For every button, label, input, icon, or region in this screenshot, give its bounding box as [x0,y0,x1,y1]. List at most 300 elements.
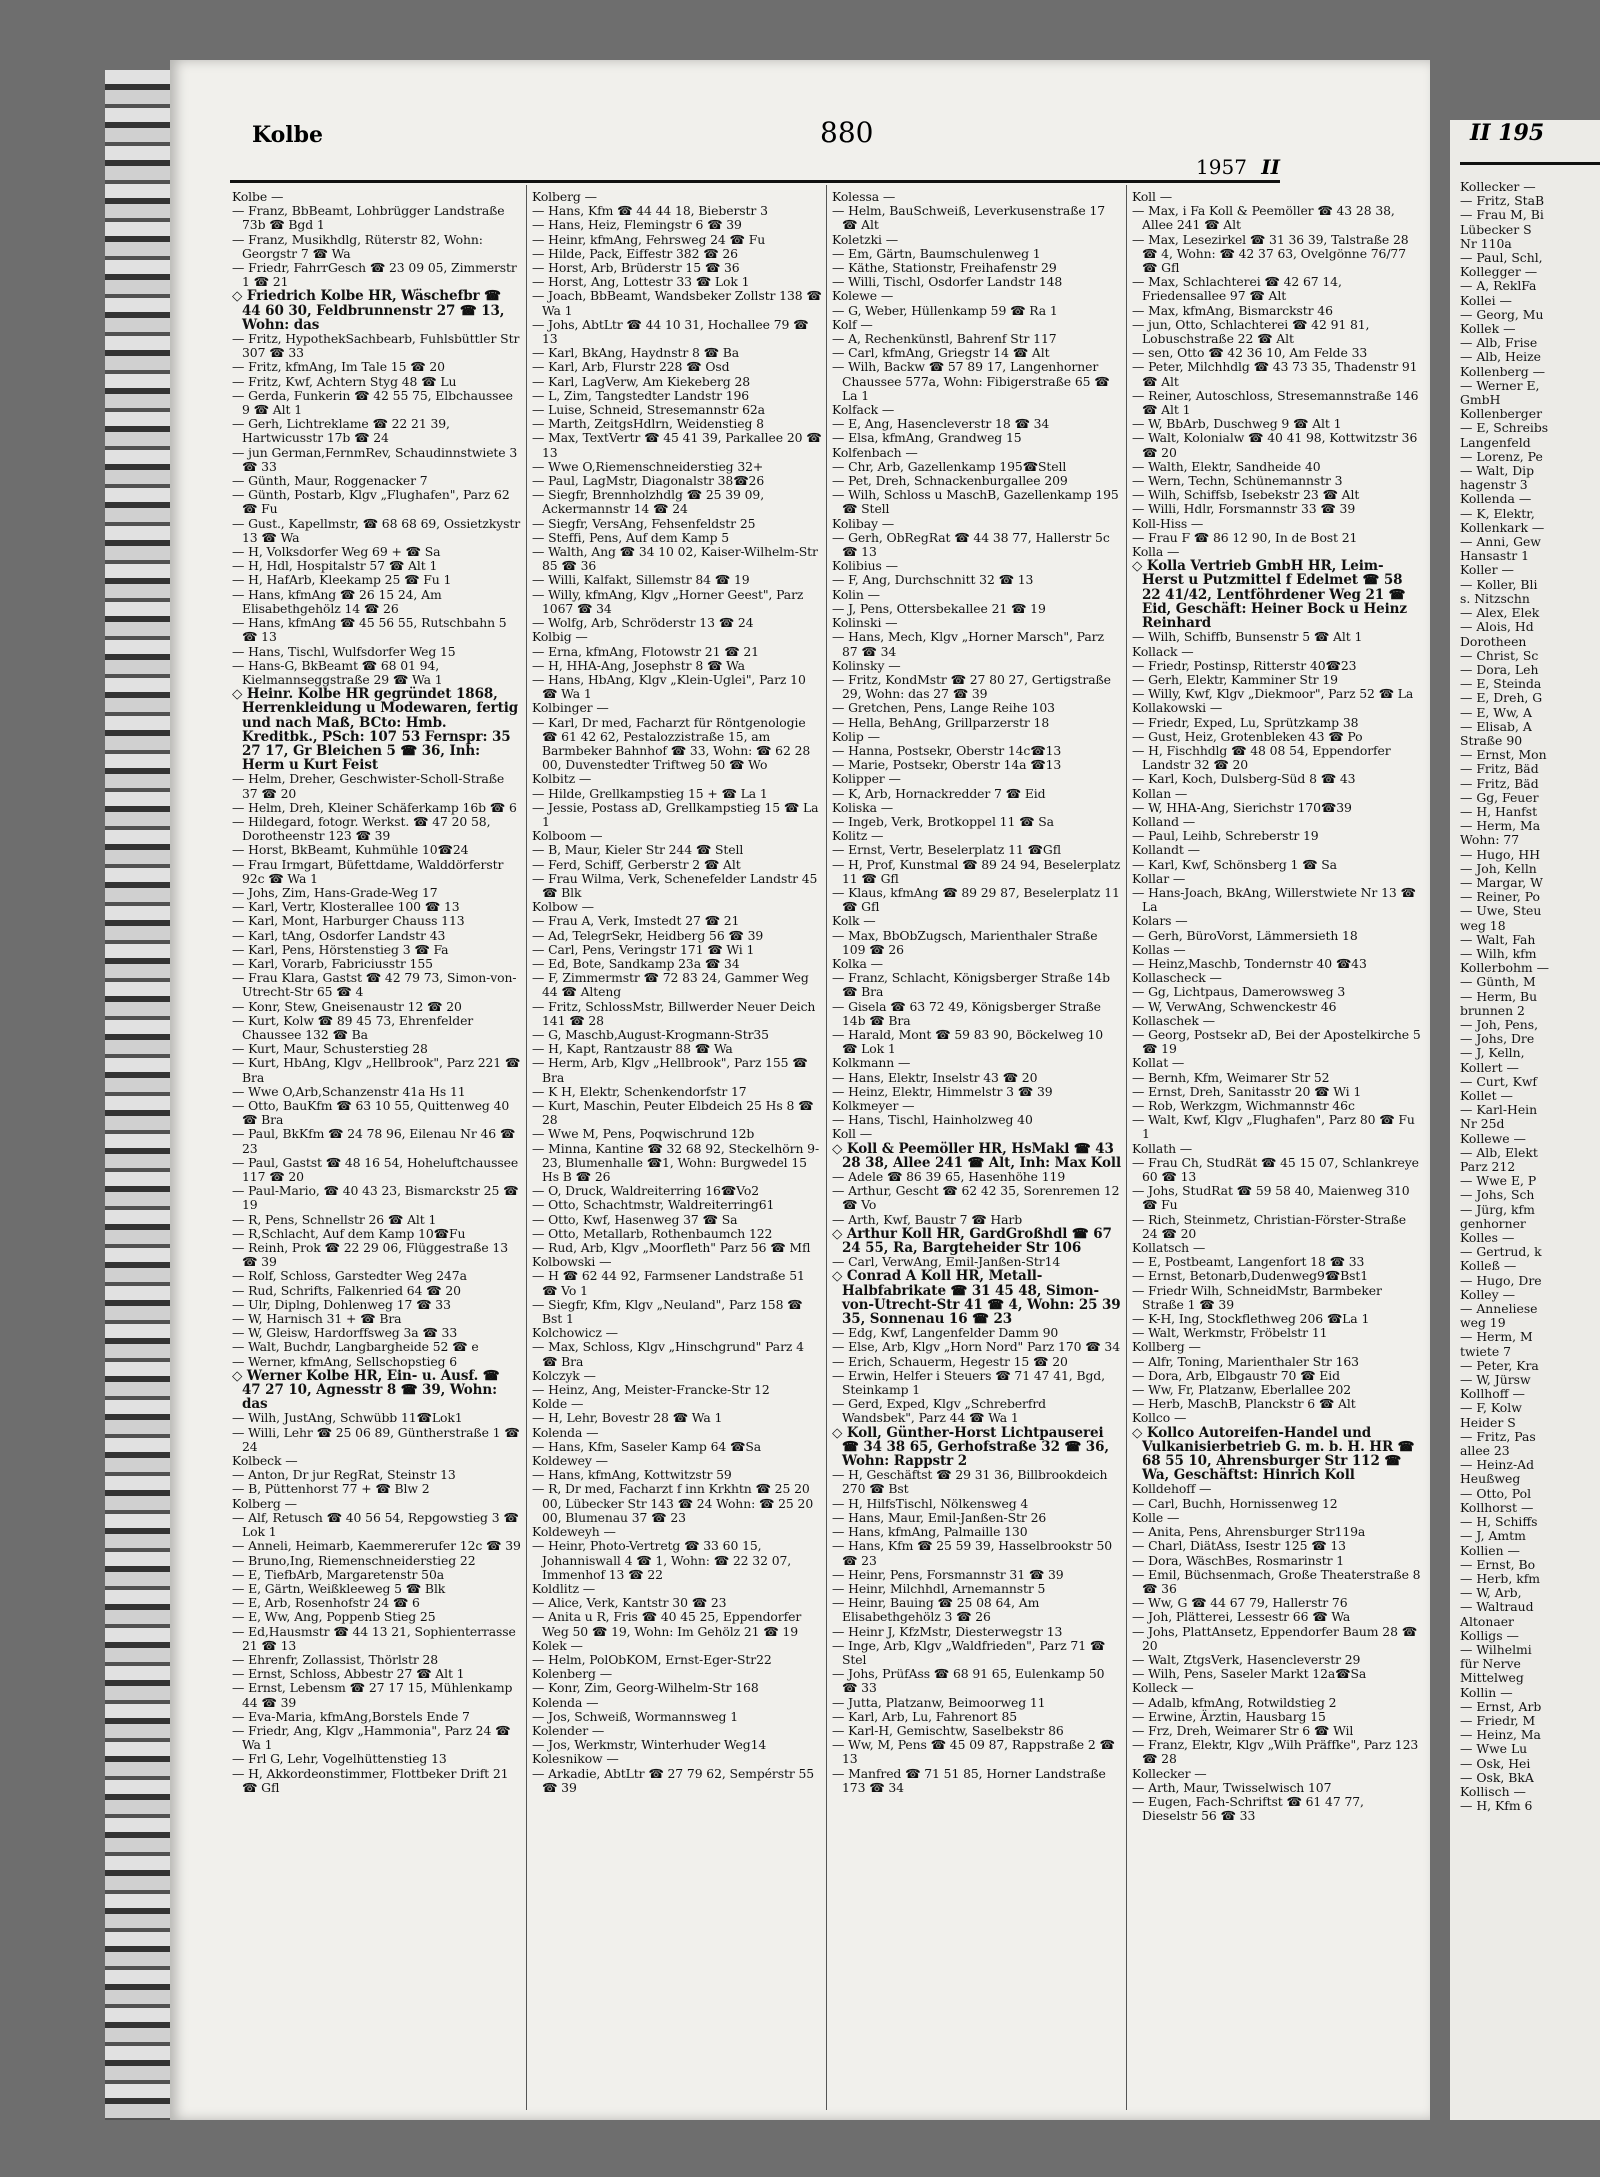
directory-entry: — Heinz,Maschb, Tondernstr 40 ☎43 [1132,955,1367,971]
directory-entry: — Hilde, Grellkampstieg 15 + ☎ La 1 [532,785,768,801]
directory-entry: — Ad, TelegrSekr, Heidberg 56 ☎ 39 [532,927,764,943]
adjacent-entry: — Uwe, Steu [1460,903,1542,919]
directory-entry: — Helm, BauSchweiß, Leverkusenstraße 17 ☎ Alt [832,203,1106,233]
adjacent-entry: Kolleß — [1460,1258,1517,1274]
directory-entry: — Friedr, FahrrGesch ☎ 23 09 05, Zimmerstr 1 ☎ 21 [232,260,517,290]
directory-entry: — Gerda, Funkerin ☎ 42 55 75, Elbchaussee 9 ☎ Alt 1 [232,387,513,418]
directory-entry: Kolbow — [532,899,594,915]
adjacent-entry: — Hugo, Dre [1460,1272,1542,1288]
directory-entry: — Johs, PrüfAss ☎ 68 91 65, Eulenkamp 50 ☎ 33 [832,1666,1105,1696]
directory-entry: — Inge, Arb, Klgv „Waldfrieden", Parz 71 ☎ Stel [832,1637,1106,1667]
directory-entry: — R,Schlacht, Auf dem Kamp 10☎Fu [232,1225,466,1241]
directory-entry: — O, Druck, Waldreiterring 16☎Vo2 [532,1183,759,1199]
directory-entry: — Gisela ☎ 63 72 49, Königsberger Straße 14b ☎ Bra [832,998,1101,1028]
directory-entry: Kolars — [1132,913,1188,929]
adjacent-entry: Kollhoff — [1460,1386,1525,1402]
directory-entry: — Siegfr, VersAng, Fehsenfeldstr 25 [532,515,756,531]
directory-entry: ◇ Werner Kolbe HR, Ein- u. Ausf. ☎ 47 27 10, Agnesstr 8 ☎ 39, Wohn: das [232,1367,500,1413]
directory-entry: Kolkmeyer — [832,1098,915,1113]
directory-entry: — W, VerwAng, Schwenckestr 46 [1132,998,1337,1014]
directory-entry: — Hans, Kfm ☎ 25 59 39, Hasselbrookstr 50 ☎ 23 [832,1538,1113,1568]
directory-entry: — Rob, Werkzgm, Wichmannstr 46c [1132,1098,1355,1113]
adjacent-entry: Kollewe — [1460,1130,1526,1146]
adjacent-entry: — Frau M, Bi [1460,207,1544,223]
year-label: 1957 [1196,155,1247,179]
adjacent-entry: — Ernst, Mon [1460,747,1547,763]
directory-entry: — E, Ww, Ang, Poppenb Stieg 25 [232,1609,436,1625]
adjacent-entry: GmbH [1460,392,1501,408]
directory-entry: — Horst, Arb, Brüderstr 15 ☎ 36 [532,260,740,276]
adjacent-entry: — Osk, Hei [1460,1755,1531,1771]
directory-entry: — Paul, BkKfm ☎ 24 78 96, Eilenau Nr 46 ☎ 23 [232,1126,516,1156]
directory-entry: — Anneli, Heimarb, Kaemmererufer 12c ☎ 39 [232,1538,521,1554]
directory-entry: — Hans, HbAng, Klgv „Klein-Uglei", Parz 10 ☎ Wa 1 [532,671,806,702]
directory-entry: — Karl, Arb, Lu, Fahrenort 85 [832,1708,1018,1724]
directory-entry: — Walt, Buchdr, Langbargheide 52 ☎ e [232,1339,479,1355]
directory-entry: — H, Hdl, Hospitalstr 57 ☎ Alt 1 [232,558,438,574]
directory-entry: — Wern, Techn, Schünemannstr 3 [1132,473,1343,489]
directory-entry: — E, Ang, Hasencleverstr 18 ☎ 34 [832,416,1050,432]
directory-entry: — Heinr, Bauing ☎ 25 08 64, Am Elisabethgehölz 3 ☎ 26 [832,1595,1040,1625]
adjacent-entry: — Alois, Hd [1460,619,1534,635]
adjacent-page [1450,120,1600,2120]
directory-entry: — Karl, tAng, Osdorfer Landstr 43 [232,927,446,943]
directory-entry: — Pet, Dreh, Schnackenburgallee 209 [832,473,1068,489]
directory-entry: — Otto, Kwf, Hasenweg 37 ☎ Sa [532,1211,738,1227]
directory-entry: Kolewe — [832,288,894,304]
adjacent-entry: — Fritz, Bäd [1460,775,1539,791]
directory-entry: — Ed, Bote, Sandkamp 23a ☎ 34 [532,955,740,971]
directory-entry: Kollaschek — [1132,1012,1215,1028]
directory-entry: — Hilde, Pack, Eiffestr 382 ☎ 26 [532,245,738,261]
directory-entry: — Chr, Arb, Gazellenkamp 195☎Stell [832,458,1067,474]
adjacent-entry: — Alb, Frise [1460,335,1538,351]
directory-entry: ◇ Koll & Peemöller HR, HsMakl ☎ 43 28 38, Allee 241 ☎ Alt, Inh: Max Koll [832,1140,1121,1171]
directory-entry: — Jessie, Postass aD, Grellkampstieg 15 ☎ La 1 [532,799,819,829]
directory-entry: — Kurt, Kolw ☎ 89 45 73, Ehrenfelder Chaussee 132 ☎ Ba [232,1012,474,1042]
directory-entry: — Karl, Dr med, Facharzt für Röntgenologie ☎ 61 42 62, Pestalozzistraße 15, am Barmbeker Bahnhof ☎ 33, Wohn: ☎ 62 28 00, Duvenstedter Triftweg 50 ☎ Wo [532,714,811,773]
adjacent-entry: — Elisab, A [1460,718,1532,734]
directory-entry: Koll-Hiss — [1132,515,1204,531]
directory-entry: — Otto, Schachtmstr, Waldreiterring61 [532,1197,775,1213]
directory-entry: Kolle — [1132,1509,1180,1525]
directory-entry: Kollath — [1132,1140,1193,1156]
directory-entry: — Hanna, Postsekr, Oberstr 14c☎13 [832,742,1062,758]
directory-entry: — Dora, WäschBes, Rosmarinstr 1 [1132,1552,1345,1568]
directory-entry: — H, HHA-Ang, Josephstr 8 ☎ Wa [532,657,745,673]
directory-entry: Kolibay — [832,515,895,531]
adjacent-entry: — Gg, Feuer [1460,789,1539,805]
adjacent-entry: — Wwe E, P [1460,1173,1537,1189]
adjacent-entry: Mittelweg [1460,1670,1524,1686]
directory-entry: — Hildegard, fotogr. Werkst. ☎ 47 20 58, Dorotheenstr 123 ☎ 39 [232,813,491,844]
adjacent-entry: — Anni, Gew [1460,534,1541,550]
directory-entry: — Siegfr, Brennholzhdlg ☎ 25 39 09, Ackermannstr 14 ☎ 24 [532,487,765,517]
directory-entry: — H, Akkordeonstimmer, Flottbeker Drift 21 ☎ Gfl [232,1765,509,1795]
directory-entry: — Alfr, Toning, Marienthaler Str 163 [1132,1353,1359,1369]
adjacent-entry: — Fritz, Pas [1460,1428,1536,1444]
directory-entry: ◇ Friedrich Kolbe HR, Wäschefbr ☎ 44 60 30, Feldbrunnenstr 27 ☎ 13, Wohn: das [232,288,505,333]
directory-entry: — Ernst, Betonarb,Dudenweg9☎Bst1 [1132,1268,1369,1284]
directory-entry: — K H, Elektr, Schenkendorfstr 17 [532,1083,747,1099]
directory-entry: — H, Volksdorfer Weg 69 + ☎ Sa [232,544,441,560]
directory-entry: — Gust., Kapellmstr, ☎ 68 68 69, Ossietzkystr 13 ☎ Wa [232,515,521,545]
directory-entry: Kollecker — [1132,1765,1207,1781]
directory-entry: Kolenberg — [532,1666,613,1682]
directory-entry: — Anita, Pens, Ahrensburger Str119a [1132,1524,1366,1540]
adjacent-entry: — Günth, M [1460,974,1536,990]
directory-entry: — Hans-G, BkBeamt ☎ 68 01 94, Kielmannseggstraße 29 ☎ Wa 1 [232,657,443,687]
adjacent-entry: — Reiner, Po [1460,889,1540,905]
adjacent-entry: — E, Schreibs [1460,420,1549,436]
directory-entry: — Gretchen, Pens, Lange Reihe 103 [832,700,1055,716]
adjacent-entry: Parz 212 [1460,1159,1516,1175]
directory-entry: — Klaus, kfmAng ☎ 89 29 87, Beselerplatz 11 ☎ Gfl [832,884,1120,915]
directory-entry: Kolek — [532,1637,583,1653]
directory-entry: — Karl, LagVerw, Am Kiekeberg 28 [532,373,751,389]
adjacent-entry: Kollei — [1460,292,1512,308]
adjacent-entry: — J, Amtm [1460,1528,1526,1544]
directory-entry: Kollandt — [1132,842,1200,858]
adjacent-entry: — K, Elektr, [1460,505,1535,521]
directory-entry: — Joh, Plätterei, Lessestr 66 ☎ Wa [1132,1609,1351,1625]
adjacent-entry: hagenstr 3 [1460,477,1528,493]
directory-entry: — Ernst, Vertr, Beselerplatz 11 ☎Gfl [832,842,1062,858]
directory-entry: — Hans, Kfm ☎ 44 44 18, Bieberstr 3 [532,203,768,219]
directory-entry: — Wilh, Schiffb, Bunsenstr 5 ☎ Alt 1 [1132,629,1363,645]
directory-entry: — Max, Schloss, Klgv „Hinschgrund" Parz 4 ☎ Bra [532,1339,804,1369]
directory-entry: — Wilh, Schloss u MaschB, Gazellenkamp 195 ☎ Stell [832,487,1119,517]
page-number: 880 [820,116,874,149]
adjacent-entry: Kollisch — [1460,1783,1526,1799]
adjacent-entry: — Joh, Pens, [1460,1016,1539,1032]
directory-entry: — H, Geschäftst ☎ 29 31 36, Billbrookdeich 270 ☎ Bst [832,1467,1108,1497]
directory-entry: — F, Ang, Durchschnitt 32 ☎ 13 [832,572,1034,588]
directory-entry: — Jos, Werkmstr, Winterhuder Weg14 [532,1737,767,1753]
directory-entry: — Ernst, Lebensm ☎ 27 17 15, Mühlenkamp 44 ☎ 39 [232,1680,513,1710]
directory-entry: — B, Maur, Kieler Str 244 ☎ Stell [532,842,744,858]
adjacent-entry: — Anneliese [1460,1301,1538,1317]
directory-entry: — Franz, Schlacht, Königsberger Straße 14b ☎ Bra [832,970,1110,1000]
adjacent-entry: — Werner E, [1460,377,1540,393]
directory-entry: — Eva-Maria, kfmAng,Borstels Ende 7 [232,1708,470,1724]
directory-entry: Koldeweyh — [532,1524,616,1540]
directory-entry: Kolland — [1132,813,1196,829]
directory-entry: Kolender — [532,1722,605,1738]
directory-entry: Koletzki — [832,231,898,247]
directory-entry: — H, Prof, Kunstmal ☎ 89 24 94, Beselerplatz 11 ☎ Gfl [832,856,1121,886]
directory-entry: Kollascheck — [1132,970,1222,986]
directory-entry: — H, HilfsTischl, Nölkensweg 4 [832,1495,1029,1511]
directory-entry: Kolbig — [532,629,588,645]
directory-entry: — Reinh, Prok ☎ 22 29 06, Flüggestraße 13 ☎ 39 [232,1240,508,1270]
adjacent-entry: — Otto, Pol [1460,1485,1532,1501]
adjacent-entry: — Koller, Bli [1460,576,1538,592]
directory-entry: — Gerh, Elektr, Kamminer Str 19 [1132,671,1338,687]
directory-entry: — Carl, Pens, Veringstr 171 ☎ Wi 1 [532,941,755,957]
directory-entry: — G, Maschb,August-Krogmann-Str35 [532,1026,769,1042]
directory-entry: — Ehrenfr, Zollassist, Thörlstr 28 [232,1651,439,1667]
directory-entry: — Max, Lesezirkel ☎ 31 36 39, Talstraße 28 ☎ 4, Wohn: ☎ 42 37 63, Ovelgönne 76/77 ☎ Gfl [1132,231,1409,276]
directory-entry: — Ernst, Dreh, Sanitasstr 20 ☎ Wi 1 [1132,1083,1362,1099]
directory-entry: — Rud, Arb, Klgv „Moorfleth" Parz 56 ☎ Mfl [532,1240,811,1256]
directory-entry: — Edg, Kwf, Langenfelder Damm 90 [832,1325,1059,1341]
directory-entry: — Adalb, kfmAng, Rotwildstieg 2 [1132,1694,1337,1710]
adjacent-entry: weg 19 [1460,1315,1506,1331]
adjacent-entry: — A, ReklFa [1460,278,1537,294]
adjacent-entry: Kollien — [1460,1542,1520,1558]
directory-entry: — Dora, Arb, Elbgaustr 70 ☎ Eid [1132,1367,1340,1383]
directory-entry: — Karl, Mont, Harburger Chauss 113 [232,913,465,929]
adjacent-entry: Kolligs — [1460,1627,1519,1643]
directory-entry: — Hans-Joach, BkAng, Willerstwiete Nr 13 ☎ La [1132,884,1416,915]
adjacent-entry: Kollenda — [1460,491,1532,507]
directory-entry: ◇ Koll, Günther-Horst Lichtpauserei ☎ 34 38 65, Gerhofstraße 32 ☎ 36, Wohn: Rappstr 2 [832,1424,1109,1470]
directory-entry: — Hans, Tischl, Wulfsdorfer Weg 15 [232,643,456,659]
directory-entry: — Alf, Retusch ☎ 40 56 54, Repgowstieg 3 ☎ Lok 1 [232,1509,519,1540]
directory-entry: — Eugen, Fach-Schriftst ☎ 61 47 77, Dieselstr 56 ☎ 33 [1132,1793,1364,1824]
directory-entry: — Frau F ☎ 86 12 90, In de Bost 21 [1132,529,1358,545]
directory-entry: — Horst, Ang, Lottestr 33 ☎ Lok 1 [532,274,750,290]
directory-entry: — K, Arb, Hornackredder 7 ☎ Eid [832,785,1046,801]
directory-entry: — G, Weber, Hüllenkamp 59 ☎ Ra 1 [832,302,1058,318]
column-divider [1126,185,1127,2110]
directory-entry: Kolibius — [832,558,898,574]
directory-entry: — Karl, Koch, Dulsberg-Süd 8 ☎ 43 [1132,771,1356,787]
directory-entry: — Heinz, Elektr, Himmelstr 3 ☎ 39 [832,1083,1053,1099]
directory-entry: — Jutta, Platzanw, Beimoorweg 11 [832,1694,1046,1710]
adjacent-entry: — Alb, Elekt [1460,1144,1538,1160]
directory-entry: — Rud, Schrifts, Falkenried 64 ☎ 20 [232,1282,461,1298]
directory-entry: — Steffi, Pens, Auf dem Kamp 5 [532,529,730,545]
directory-entry: Kolessa — [832,190,896,204]
directory-entry: — Friedr, Ang, Klgv „Hammonia", Parz 24 ☎ Wa 1 [232,1722,511,1753]
directory-entry: — Ww, Fr, Platzanw, Eberlallee 202 [1132,1382,1352,1398]
directory-entry: — Gerh, Lichtreklame ☎ 22 21 39, Hartwicusstr 17b ☎ 24 [232,416,450,446]
directory-entry: — H, Fischhdlg ☎ 48 08 54, Eppendorfer Landstr 32 ☎ 20 [1132,742,1391,773]
adjacent-entry: — E, Steinda [1460,676,1542,692]
directory-entry: — Hans, kfmAng, Palmaille 130 [832,1524,1028,1540]
directory-entry: Kollat — [1132,1055,1185,1071]
directory-entry: — Hans, Mech, Klgv „Horner Marsch", Parz 87 ☎ 34 [832,629,1104,659]
directory-entry: Kollakowski — [1132,700,1223,716]
directory-entry: — Hans, Maur, Emil-Janßen-Str 26 [832,1509,1047,1525]
directory-entry: — Karl, Vorarb, Fabriciusstr 155 [232,955,433,971]
adjacent-entry: Heider S [1460,1414,1516,1430]
directory-entry: — Walt, Kolonialw ☎ 40 41 98, Kottwitzstr 36 ☎ 20 [1132,430,1418,460]
directory-entry: — B, Püttenhorst 77 + ☎ Blw 2 [232,1481,430,1497]
directory-entry: — Adele ☎ 86 39 65, Hasenhöhe 119 [832,1169,1066,1185]
directory-entry: — Rolf, Schloss, Garstedter Weg 247a [232,1268,467,1284]
directory-entry: — Ww, M, Pens ☎ 45 09 87, Rappstraße 2 ☎ 13 [832,1737,1115,1767]
directory-entry: Kollatsch — [1132,1240,1206,1256]
directory-entry: — Willi, Hdlr, Forsmannstr 33 ☎ 39 [1132,501,1356,517]
directory-entry: — Hans, Elektr, Inselstr 43 ☎ 20 [832,1069,1038,1085]
adjacent-entry: — Curt, Kwf [1460,1073,1538,1089]
adjacent-entry: Altonaer [1460,1613,1514,1629]
directory-entry: — Konr, Stew, Gneisenaustr 12 ☎ 20 [232,998,462,1014]
adjacent-page-column [1460,180,1600,1813]
directory-entry: — Walt, ZtgsVerk, Hasencleverstr 29 [1132,1651,1361,1667]
directory-entry: — Frau A, Verk, Imstedt 27 ☎ 21 [532,913,740,929]
adjacent-entry: — Herb, kfm [1460,1570,1541,1586]
adjacent-entry: weg 18 [1460,917,1506,933]
directory-entry: — Hans, kfmAng ☎ 26 15 24, Am Elisabethgehölz 14 ☎ 26 [232,586,442,616]
adjacent-entry: allee 23 [1460,1443,1510,1459]
directory-entry: Kolin — [832,586,880,602]
directory-entry: — Friedr, Postinsp, Ritterstr 40☎23 [1132,657,1357,673]
directory-entry: — Gerd, Exped, Klgv „Schreberfrd Wandsbek", Parz 44 ☎ Wa 1 [832,1396,1046,1426]
running-head-surname: Kolbe [252,122,324,148]
directory-entry: — Fritz, Kwf, Achtern Styg 48 ☎ Lu [232,373,457,389]
directory-entry: — Karl, Kwf, Schönsberg 1 ☎ Sa [1132,856,1337,872]
directory-entry: — W, Gleisw, Hardorffsweg 3a ☎ 33 [232,1325,458,1341]
directory-entry: — Paul, Gastst ☎ 48 16 54, Hoheluftchaussee 117 ☎ 20 [232,1154,519,1185]
directory-entry: — Carl, VerwAng, Emil-Janßen-Str14 [832,1254,1061,1270]
adjacent-entry: — Friedr, M [1460,1712,1536,1728]
directory-entry: — Wwe O,Arb,Schanzenstr 41a Hs 11 [232,1083,466,1099]
directory-entry: — Anita u R, Fris ☎ 40 45 25, Eppendorfer Weg 50 ☎ 19, Wohn: Im Gehölz 21 ☎ 19 [532,1609,802,1639]
adjacent-entry: — Georg, Mu [1460,306,1544,322]
directory-column-4 [1132,190,1422,2115]
directory-entry: — Wilh, Pens, Saseler Markt 12a☎Sa [1132,1666,1367,1682]
directory-entry: — Carl, Buchh, Hornissenweg 12 [1132,1495,1338,1511]
adjacent-entry: — Herm, Ma [1460,818,1541,834]
directory-entry: — Ingeb, Verk, Brotkoppel 11 ☎ Sa [832,813,1054,829]
directory-entry: Kolczyk — [532,1367,596,1383]
directory-entry: — Karl, Arb, Flurstr 228 ☎ Osd [532,359,730,375]
directory-page [170,60,1430,2120]
directory-entry: — Frau Wilma, Verk, Schenefelder Landstr 45 ☎ Blk [532,870,818,900]
directory-entry: — Heinz, Ang, Meister-Francke-Str 12 [532,1382,770,1398]
adjacent-entry: — Wilhelmi [1460,1641,1532,1657]
adjacent-entry: Lübecker S [1460,221,1532,237]
adjacent-page-header: II 195 [1470,120,1545,146]
adjacent-entry: — Johs, Dre [1460,1031,1535,1047]
adjacent-entry: — Heinz-Ad [1460,1457,1535,1473]
directory-entry: — Max, BbObZugsch, Marienthaler Straße 109 ☎ 26 [832,927,1098,957]
directory-entry: — Hans, kfmAng ☎ 45 56 55, Rutschbahn 5 ☎ 13 [232,615,507,645]
directory-entry: — Franz, Elektr, Klgv „Wilh Präffke", Parz 123 ☎ 28 [1132,1737,1419,1767]
directory-entry: — Johs, AbtLtr ☎ 44 10 31, Hochallee 79 ☎ 13 [532,316,809,347]
adjacent-entry: Kollek — [1460,321,1516,337]
directory-entry: Kolde — [532,1396,584,1412]
column-divider [526,185,527,2110]
directory-entry: — Wilh, Backw ☎ 57 89 17, Langenhorner Chaussee 577a, Wohn: Fibigerstraße 65 ☎ La 1 [832,359,1110,403]
directory-entry: Kolboom — [532,828,603,844]
directory-entry: — Otto, Metallarb, Rothenbaumch 122 [532,1225,773,1241]
directory-entry: ◇ Kollco Autoreifen-Handel und Vulkanisierbetrieb G. m. b. H. HR ☎ 68 55 10, Ahrensburger Str 112 ☎ Wa, Geschäftst: Hinrich Koll [1132,1424,1415,1484]
directory-entry: — Heinr, kfmAng, Fehrsweg 24 ☎ Fu [532,231,766,247]
directory-entry: — Max, TextVertr ☎ 45 41 39, Parkallee 20 ☎ 13 [532,430,822,460]
directory-entry: — Hans, Kfm, Saseler Kamp 64 ☎Sa [532,1438,762,1454]
adjacent-entry: genhorner [1460,1215,1526,1231]
directory-entry: — Fritz, KondMstr ☎ 27 80 27, Gertigstraße 29, Wohn: das 27 ☎ 39 [832,671,1111,702]
directory-entry: — Franz, Musikhdlg, Rüterstr 82, Wohn: Georgstr 7 ☎ Wa [232,231,483,261]
directory-entry: — Ww, G ☎ 44 67 79, Hallerstr 76 [1132,1595,1348,1611]
directory-entry: — Konr, Zim, Georg-Wilhelm-Str 168 [532,1680,759,1696]
directory-entry: — Günth, Postarb, Klgv „Flughafen", Parz 62 ☎ Fu [232,487,510,517]
adjacent-entry: — Herm, M [1460,1329,1533,1345]
directory-entry: — Werner, kfmAng, Sellschopstieg 6 [232,1353,458,1369]
directory-entry: — Else, Arb, Klgv „Horn Nord" Parz 170 ☎ 34 [832,1339,1120,1355]
volume-label: II [1261,155,1280,179]
directory-entry: — Hans, kfmAng, Kottwitzstr 59 [532,1467,732,1483]
directory-entry: — Hella, BehAng, Grillparzerstr 18 [832,714,1050,730]
directory-entry: — Willi, Kalfakt, Sillemstr 84 ☎ 19 [532,572,750,588]
directory-entry: — Frau Irmgart, Büfettdame, Walddörferstr 92c ☎ Wa 1 [232,856,504,886]
directory-entry: — Friedr Wilh, SchneidMstr, Barmbeker Straße 1 ☎ 39 [1132,1282,1382,1312]
directory-entry: — Max, kfmAng, Bismarckstr 46 [1132,302,1333,318]
directory-entry: — E, TiefbArb, Margaretenstr 50a [232,1566,445,1582]
directory-entry: — Walth, Elektr, Sandheide 40 [1132,458,1321,474]
directory-entry: — jun, Otto, Schlachterei ☎ 42 91 81, Lobuschstraße 22 ☎ Alt [1132,316,1370,347]
directory-entry: — Hans, Heiz, Flemingstr 6 ☎ 39 [532,217,742,233]
adjacent-entry: — Alb, Heize [1460,349,1542,365]
directory-entry: — L, Zim, Tangstedter Landstr 196 [532,387,750,403]
directory-entry: — W, BbArb, Duschweg 9 ☎ Alt 1 [1132,416,1342,432]
directory-entry: — Käthe, Stationstr, Freihafenstr 29 [832,260,1057,276]
directory-entry: — Jos, Schweiß, Wormannsweg 1 [532,1708,738,1724]
directory-entry: ◇ Arthur Koll HR, GardGroßhdl ☎ 67 24 55, Ra, Bargteheider Str 106 [832,1225,1112,1257]
adjacent-entry: brunnen 2 [1460,1002,1525,1018]
adjacent-entry: — Waltraud [1460,1599,1534,1615]
directory-entry: Kolbowski — [532,1254,612,1270]
adjacent-entry: — Dora, Leh [1460,661,1539,677]
directory-entry: — Johs, StudRat ☎ 59 58 40, Maienweg 310 ☎ Fu [1132,1183,1410,1213]
directory-entry: — Walth, Ang ☎ 34 10 02, Kaiser-Wilhelm-Str 85 ☎ 36 [532,544,818,574]
directory-entry: — Heinr, Photo-Vertretg ☎ 33 60 15, Johanniswall 4 ☎ 1, Wohn: ☎ 22 32 07, Immenhof 13 ☎ 22 [532,1538,792,1582]
adjacent-entry: Nr 110a [1460,235,1512,251]
adjacent-entry: — Walt, Dip [1460,463,1535,479]
adjacent-entry: für Nerve [1460,1656,1521,1672]
directory-entry: ◇ Conrad A Koll HR, Metall-Halbfabrikate ☎ 31 45 48, Simon-von-Utrecht-Str 41 ☎ 4, Wohn: 25 39 35, Sonnenau 16 ☎ 23 [832,1268,1121,1328]
directory-entry: — Arth, Maur, Twisselwisch 107 [1132,1779,1332,1795]
adjacent-entry: Koller — [1460,562,1514,578]
adjacent-entry: — J, Kelln, [1460,1045,1525,1061]
adjacent-entry: — Joh, Kelln [1460,860,1537,876]
directory-entry: — Anton, Dr jur RegRat, Steinstr 13 [232,1467,456,1483]
directory-entry: — Luise, Schneid, Stresemannstr 62a [532,402,765,418]
directory-entry: Kolbeck — [232,1453,298,1469]
adjacent-entry: — Ernst, Arb [1460,1698,1542,1714]
directory-entry: — Willi, Tischl, Osdorfer Landstr 148 [832,274,1063,290]
directory-entry: — Rich, Steinmetz, Christian-Förster-Straße 24 ☎ 20 [1132,1211,1406,1241]
directory-entry: — Bruno,Ing, Riemenschneiderstieg 22 [232,1552,476,1568]
directory-entry: — Erna, kfmAng, Flotowstr 21 ☎ 21 [532,643,759,659]
directory-entry: — H, Kapt, Rantzaustr 88 ☎ Wa [532,1041,733,1057]
directory-entry: — R, Pens, Schnellstr 26 ☎ Alt 1 [232,1211,437,1227]
directory-entry: — Marth, ZeitgsHdlrn, Weidenstieg 8 [532,416,764,432]
adjacent-entry: — Lorenz, Pe [1460,448,1543,464]
directory-entry: — Carl, kfmAng, Griegstr 14 ☎ Alt [832,345,1050,361]
directory-entry: Kolk — [832,913,876,929]
directory-entry: — Willy, kfmAng, Klgv „Horner Geest", Parz 1067 ☎ 34 [532,586,804,616]
directory-entry: — Harald, Mont ☎ 59 83 90, Böckelweg 10 ☎ Lok 1 [832,1026,1104,1057]
directory-entry: Kolf — [832,316,873,332]
directory-entry: — Kurt, Maschin, Peuter Elbdeich 25 Hs 8 ☎ 28 [532,1098,814,1128]
adjacent-entry: — Heinz, Ma [1460,1727,1541,1743]
directory-entry: — Karl, Pens, Hörstenstieg 3 ☎ Fa [232,941,449,957]
directory-entry: — Heinr, Milchhdl, Arnemannstr 5 [832,1580,1046,1596]
adjacent-entry: twiete 7 [1460,1343,1512,1359]
directory-entry: Kolip — [832,728,880,744]
directory-entry: — Wilh, JustAng, Schwübb 11☎Lok1 [232,1410,463,1426]
directory-entry: Kollan — [1132,785,1188,801]
directory-entry: — Gerh, BüroVorst, Lämmersieth 18 [1132,927,1358,943]
directory-entry: — H, Lehr, Bovestr 28 ☎ Wa 1 [532,1410,723,1426]
directory-entry: Koliska — [832,799,893,815]
